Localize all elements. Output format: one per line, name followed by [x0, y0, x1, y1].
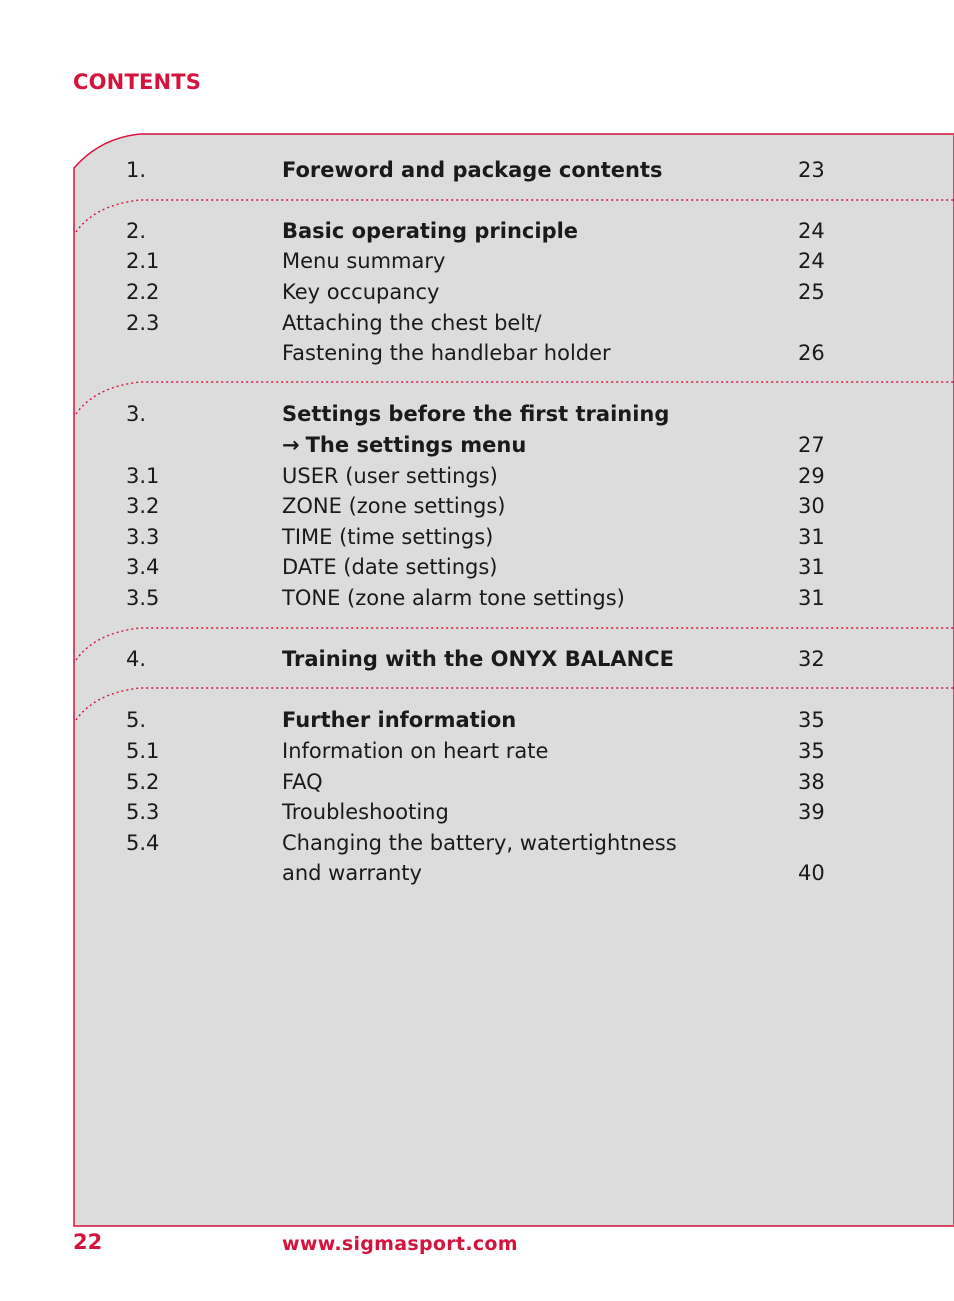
toc-row[interactable]	[0, 277, 954, 307]
toc-row[interactable]	[0, 430, 954, 460]
toc-title: Settings before the first training	[282, 402, 670, 426]
toc-page: 31	[798, 555, 825, 579]
toc-title: ZONE (zone settings)	[282, 494, 506, 518]
toc-page: 32	[798, 647, 825, 671]
toc-page: 35	[798, 708, 825, 732]
toc-page: 24	[798, 249, 825, 273]
toc-title: Further information	[282, 708, 517, 732]
toc-row[interactable]	[0, 705, 954, 735]
website-link[interactable]: www.sigmasport.com	[282, 1233, 518, 1255]
toc-row[interactable]	[0, 308, 954, 338]
toc-title: Attaching the chest belt/	[282, 311, 542, 335]
toc-row[interactable]	[0, 338, 954, 368]
toc-title: Foreword and package contents	[282, 158, 663, 182]
toc-row[interactable]	[0, 491, 954, 521]
toc-page: 23	[798, 158, 825, 182]
toc-page: 31	[798, 586, 825, 610]
toc-number: 3.2	[126, 494, 160, 518]
toc-number: 3.	[126, 402, 147, 426]
toc-title: Menu summary	[282, 249, 446, 273]
toc-number: 5.4	[126, 831, 160, 855]
toc-row[interactable]	[0, 583, 954, 613]
toc-title: TIME (time settings)	[282, 525, 494, 549]
toc-number: 5.2	[126, 770, 160, 794]
toc-row[interactable]	[0, 767, 954, 797]
toc-number: 1.	[126, 158, 147, 182]
toc-row[interactable]	[0, 216, 954, 246]
arrow-right-icon: →	[282, 433, 300, 457]
toc-page: 30	[798, 494, 825, 518]
toc-title: USER (user settings)	[282, 464, 498, 488]
toc-row[interactable]	[0, 644, 954, 674]
toc-title: Key occupancy	[282, 280, 440, 304]
toc-page: 31	[798, 525, 825, 549]
toc-page: 25	[798, 280, 825, 304]
toc-number: 2.2	[126, 280, 160, 304]
toc-row[interactable]	[0, 552, 954, 582]
toc-page: 27	[798, 433, 825, 457]
toc-page: 26	[798, 341, 825, 365]
toc-title: Changing the battery, watertightness	[282, 831, 677, 855]
toc-title: Basic operating principle	[282, 219, 579, 243]
toc-title: DATE (date settings)	[282, 555, 498, 579]
toc-row[interactable]	[0, 736, 954, 766]
toc-row[interactable]	[0, 399, 954, 429]
page-number: 22	[73, 1230, 103, 1254]
toc-number: 3.3	[126, 525, 160, 549]
toc-title-with-arrow	[282, 430, 526, 460]
toc-page: 38	[798, 770, 825, 794]
toc-row[interactable]	[0, 522, 954, 552]
toc-title: TONE (zone alarm tone settings)	[282, 586, 625, 610]
toc-page: 24	[798, 219, 825, 243]
toc-number: 3.4	[126, 555, 160, 579]
toc-row[interactable]	[0, 828, 954, 858]
toc-title: and warranty	[282, 861, 422, 885]
toc-page: 40	[798, 861, 825, 885]
toc-title: Fastening the handlebar holder	[282, 341, 611, 365]
toc-row[interactable]	[0, 155, 954, 185]
toc-page: 39	[798, 800, 825, 824]
toc-number: 5.3	[126, 800, 160, 824]
toc-number: 2.	[126, 219, 147, 243]
toc-number: 4.	[126, 647, 147, 671]
toc-number: 5.1	[126, 739, 160, 763]
toc-number: 3.1	[126, 464, 160, 488]
toc-row[interactable]	[0, 461, 954, 491]
toc-number: 5.	[126, 708, 147, 732]
toc-page: 29	[798, 464, 825, 488]
toc-page: 35	[798, 739, 825, 763]
toc-number: 3.5	[126, 586, 160, 610]
toc-title: Information on heart rate	[282, 739, 549, 763]
toc-row[interactable]	[0, 246, 954, 276]
toc-row[interactable]	[0, 858, 954, 888]
toc-title: FAQ	[282, 770, 323, 794]
toc-title: The settings menu	[305, 433, 527, 457]
toc-number: 2.1	[126, 249, 160, 273]
toc-number: 2.3	[126, 311, 160, 335]
toc-row[interactable]	[0, 797, 954, 827]
toc-title: Training with the ONYX BALANCE	[282, 647, 674, 671]
toc-title: Troubleshooting	[282, 800, 449, 824]
page-title: CONTENTS	[73, 70, 202, 94]
